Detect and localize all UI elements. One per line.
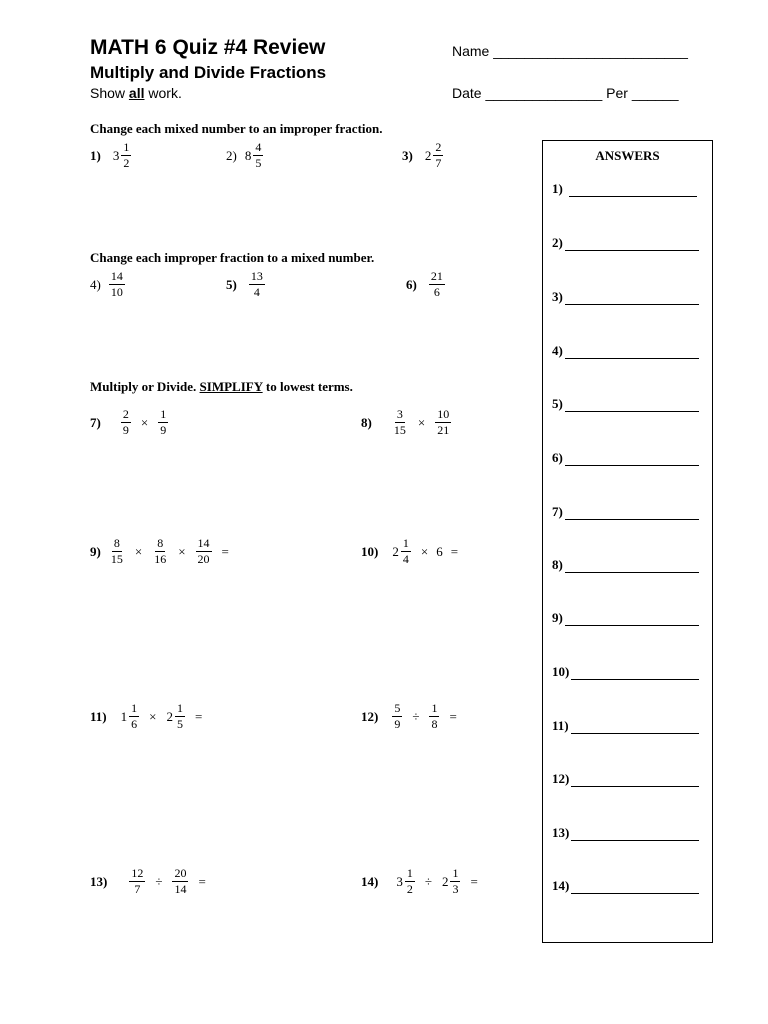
answer-blank[interactable] (571, 667, 699, 680)
operator: × (420, 543, 429, 559)
fraction (158, 408, 168, 437)
denominator: 7 (134, 882, 141, 896)
problem-number: 9) (90, 543, 101, 559)
problem-3 (402, 141, 445, 170)
denominator: 16 (154, 552, 167, 566)
whole-number: 2 (441, 873, 449, 889)
numerator: 2 (122, 407, 129, 421)
instruction-mixed-to-improper: Change each mixed number to an improper fraction. (90, 121, 383, 136)
numerator: 1 (131, 701, 138, 715)
problem-number: 2) (226, 147, 237, 163)
answer-label: 11) (552, 718, 569, 733)
answer-blank[interactable] (571, 774, 699, 787)
denominator: 2 (123, 156, 130, 170)
fraction (429, 702, 439, 731)
problem-9 (90, 537, 229, 566)
fraction (435, 408, 451, 437)
answer-blank[interactable] (565, 238, 699, 251)
answer-line-6[interactable] (552, 450, 699, 466)
problem-10 (361, 537, 458, 566)
show-work-note (90, 85, 182, 101)
whole-number: 8 (244, 147, 252, 163)
denominator: 10 (110, 285, 123, 299)
operator: × (178, 543, 186, 559)
answer-line-14[interactable] (552, 878, 699, 894)
answer-line-7[interactable] (552, 504, 699, 520)
fraction (109, 537, 125, 566)
answer-line-4[interactable] (552, 343, 699, 359)
answer-line-12[interactable] (552, 771, 699, 787)
numerator: 14 (197, 536, 210, 550)
problem-number: 6) (406, 276, 417, 292)
operator: × (149, 708, 157, 724)
denominator: 7 (435, 156, 442, 170)
denominator: 8 (431, 717, 438, 731)
equals-sign: = (194, 708, 203, 724)
denominator: 21 (437, 423, 450, 437)
problem-number: 1) (90, 147, 101, 163)
answers-box (542, 140, 713, 943)
numerator: 1 (431, 701, 438, 715)
equals-sign: = (470, 873, 478, 889)
show-work-pre: Show (90, 85, 129, 101)
numerator: 20 (174, 866, 187, 880)
fraction (172, 867, 188, 896)
problem-14 (361, 867, 478, 896)
answer-label: 6) (552, 450, 563, 465)
answer-label: 13) (552, 825, 570, 840)
answer-blank[interactable] (571, 881, 699, 894)
fraction (405, 867, 415, 896)
numerator: 14 (110, 269, 123, 283)
problem-13 (90, 867, 206, 896)
answer-label: 3) (552, 289, 563, 304)
problem-1 (90, 141, 133, 170)
show-work-emphasis: all (128, 85, 145, 101)
fraction (129, 867, 145, 896)
denominator: 3 (452, 882, 459, 896)
problem-number: 4) (90, 276, 101, 292)
denominator: 2 (406, 882, 413, 896)
denominator: 15 (110, 552, 123, 566)
page-subtitle: Multiply and Divide Fractions (90, 63, 327, 82)
numerator: 1 (406, 866, 413, 880)
answer-label: 2) (552, 235, 563, 250)
fraction (401, 537, 411, 566)
answer-blank[interactable] (565, 292, 699, 305)
answer-blank[interactable] (565, 453, 699, 466)
date-period-field[interactable]: Date _______________ Per ______ (452, 85, 679, 101)
answer-label: 4) (552, 343, 563, 358)
name-field[interactable]: Name _________________________ (452, 43, 688, 59)
problem-5 (226, 270, 267, 299)
answer-line-8[interactable] (552, 557, 699, 573)
denominator: 20 (197, 552, 210, 566)
numerator: 1 (452, 866, 459, 880)
instruction-md-pre: Multiply or Divide. (90, 379, 200, 394)
fraction (152, 537, 168, 566)
instruction-multiply-divide (90, 379, 353, 395)
problem-number: 13) (90, 873, 108, 889)
problem-number: 14) (361, 873, 379, 889)
fraction (249, 270, 265, 299)
fraction (121, 141, 131, 170)
denominator: 9 (122, 423, 129, 437)
answer-label: 12) (552, 771, 570, 786)
fraction (253, 141, 263, 170)
denominator: 4 (402, 552, 409, 566)
denominator: 9 (160, 423, 167, 437)
answer-blank[interactable] (565, 613, 699, 626)
fraction (433, 141, 443, 170)
answer-label: 9) (552, 610, 563, 625)
problem-number: 5) (226, 276, 237, 292)
answer-blank[interactable] (565, 507, 699, 520)
denominator: 4 (253, 285, 260, 299)
answer-blank[interactable] (571, 721, 699, 734)
denominator: 5 (176, 717, 183, 731)
problem-number: 7) (90, 414, 101, 430)
numerator: 1 (160, 407, 167, 421)
denominator: 6 (433, 285, 440, 299)
answer-label: 7) (552, 504, 563, 519)
whole-number: 2 (424, 147, 432, 163)
answers-heading: ANSWERS (595, 148, 660, 163)
fraction (429, 270, 445, 299)
answer-blank[interactable] (565, 346, 699, 359)
problem-7 (90, 408, 170, 437)
fraction (392, 702, 402, 731)
denominator: 9 (394, 717, 401, 731)
fraction (196, 537, 212, 566)
fraction (175, 702, 185, 731)
fraction (450, 867, 460, 896)
whole-number: 6 (436, 543, 443, 559)
numerator: 21 (430, 269, 443, 283)
instruction-simplify: SIMPLIFY (199, 379, 263, 394)
problem-number: 10) (361, 543, 379, 559)
whole-number: 2 (166, 708, 173, 724)
numerator: 8 (157, 536, 164, 550)
numerator: 1 (176, 701, 183, 715)
operator: ÷ (155, 873, 163, 889)
answer-label: 5) (552, 396, 563, 411)
operator: ÷ (412, 708, 420, 724)
problem-number: 8) (361, 414, 372, 430)
numerator: 2 (435, 140, 442, 154)
answer-line-3[interactable] (552, 289, 699, 305)
operator: × (417, 414, 426, 430)
operator: ÷ (424, 873, 432, 889)
problem-number: 12) (361, 708, 379, 724)
answer-line-9[interactable] (552, 610, 699, 626)
answer-line-10[interactable] (552, 664, 699, 680)
instruction-md-post: to lowest terms. (262, 379, 353, 394)
instruction-improper-to-mixed: Change each improper fraction to a mixed number. (90, 250, 375, 265)
numerator: 8 (113, 536, 120, 550)
operator: × (140, 414, 149, 430)
problem-11 (90, 702, 202, 731)
problem-12 (361, 702, 457, 731)
numerator: 12 (131, 866, 144, 880)
problem-number: 3) (402, 147, 413, 163)
equals-sign: = (450, 543, 459, 559)
numerator: 1 (402, 536, 409, 550)
answer-line-11[interactable] (552, 718, 699, 734)
answer-line-5[interactable] (552, 396, 699, 412)
answer-label: 1) (552, 181, 563, 196)
answer-label: 14) (552, 878, 570, 893)
answer-blank[interactable] (571, 828, 699, 841)
denominator: 6 (131, 717, 138, 731)
whole-number: 2 (392, 543, 399, 559)
problem-number: 11) (90, 708, 107, 724)
numerator: 13 (250, 269, 263, 283)
whole-number: 3 (112, 147, 120, 163)
numerator: 1 (123, 140, 130, 154)
fraction (109, 270, 125, 299)
problem-2 (226, 141, 265, 170)
fraction (121, 408, 131, 437)
numerator: 10 (437, 407, 450, 421)
answer-line-2[interactable] (552, 235, 699, 251)
denominator: 15 (393, 423, 406, 437)
answer-blank[interactable] (565, 560, 699, 573)
answer-label: 10) (552, 664, 570, 679)
answer-line-1[interactable] (552, 181, 697, 197)
answer-blank[interactable] (569, 184, 697, 197)
denominator: 14 (174, 882, 187, 896)
equals-sign: = (198, 873, 206, 889)
page-title: MATH 6 Quiz #4 Review (90, 36, 326, 59)
show-work-post: work. (144, 85, 182, 101)
equals-sign: = (449, 708, 457, 724)
whole-number: 3 (396, 873, 403, 889)
answer-line-13[interactable] (552, 825, 699, 841)
numerator: 3 (396, 407, 403, 421)
problem-4 (90, 270, 127, 299)
answer-label: 8) (552, 557, 563, 572)
operator: × (134, 543, 143, 559)
problem-8 (361, 408, 453, 437)
whole-number: 1 (120, 708, 128, 724)
numerator: 5 (394, 701, 401, 715)
denominator: 5 (255, 156, 262, 170)
fraction (129, 702, 139, 731)
numerator: 4 (255, 140, 262, 154)
answer-blank[interactable] (565, 399, 699, 412)
fraction (392, 408, 408, 437)
problem-6 (406, 270, 447, 299)
equals-sign: = (221, 543, 229, 559)
